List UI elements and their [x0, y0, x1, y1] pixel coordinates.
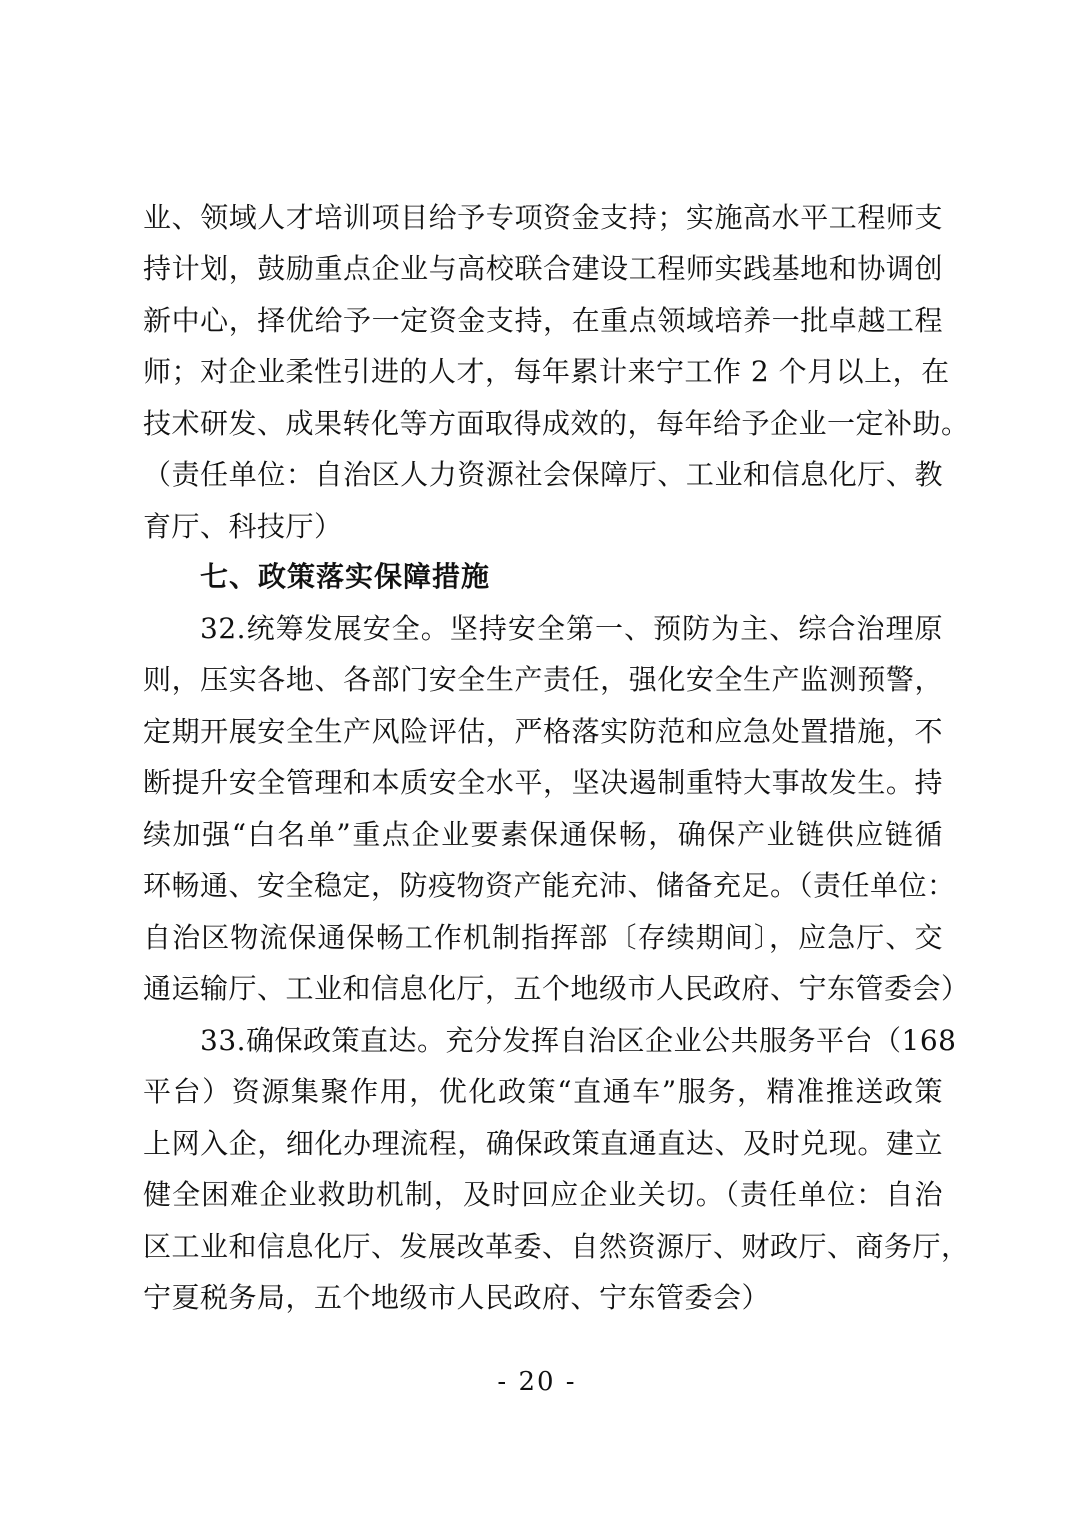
text-line: 定期开展安全生产风险评估，严格落实防范和应急处置措施，不 — [143, 715, 943, 748]
text-line: 上网入企，细化办理流程，确保政策直通直达、及时兑现。建立 — [143, 1127, 943, 1160]
text-line: 宁夏税务局，五个地级市人民政府、宁东管委会） — [143, 1281, 771, 1314]
text-line: 环畅通、安全稳定，防疫物资产能充沛、储备充足。（责任单位： — [143, 869, 956, 902]
text-line: 32.统筹发展安全。坚持安全第一、预防为主、综合治理原 — [200, 612, 943, 645]
text-line: 师；对企业柔性引进的人才，每年累计来宁工作 2 个月以上，在 — [143, 355, 950, 388]
text-line: 育厅、科技厅） — [143, 510, 343, 543]
text-line: 健全困难企业救助机制，及时回应企业关切。（责任单位：自治 — [143, 1178, 943, 1211]
text-line: 通运输厅、工业和信息化厅，五个地级市人民政府、宁东管委会） — [143, 972, 970, 1005]
text-line: 新中心，择优给予一定资金支持，在重点领域培养一批卓越工程 — [143, 304, 943, 337]
text-line: 则，压实各地、各部门安全生产责任，强化安全生产监测预警， — [143, 663, 943, 696]
text-line: 平台）资源集聚作用，优化政策“直通车”服务，精准推送政策 — [143, 1075, 943, 1108]
text-line: 33.确保政策直达。充分发挥自治区企业公共服务平台（168 — [200, 1024, 957, 1057]
text-line: 断提升安全管理和本质安全水平，坚决遏制重特大事故发生。持 — [143, 766, 943, 799]
text-line: 业、领域人才培训项目给予专项资金支持；实施高水平工程师支 — [143, 201, 943, 234]
text-line: 续加强“白名单”重点企业要素保通保畅，确保产业链供应链循 — [143, 818, 943, 851]
text-line: （责任单位：自治区人力资源社会保障厅、工业和信息化厅、教 — [143, 458, 943, 491]
text-line: 持计划，鼓励重点企业与高校联合建设工程师实践基地和协调创 — [143, 252, 943, 285]
text-line: 自治区物流保通保畅工作机制指挥部〔存续期间〕，应急厅、交 — [143, 921, 943, 954]
text-line: 区工业和信息化厅、发展改革委、自然资源厅、财政厅、商务厅， — [143, 1230, 970, 1263]
text-line: 技术研发、成果转化等方面取得成效的，每年给予企业一定补助。 — [143, 407, 970, 440]
section-heading: 七、政策落实保障措施 — [200, 560, 491, 593]
page-number: - 20 - — [497, 1367, 577, 1397]
